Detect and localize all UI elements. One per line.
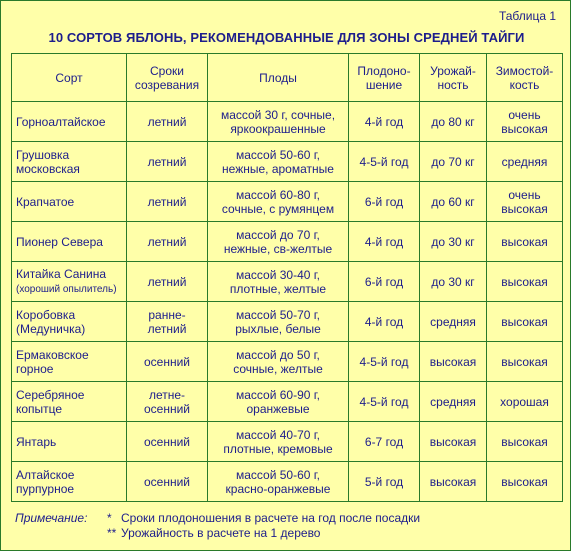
header-hardiness: Зимостой- кость — [487, 54, 563, 102]
cell-bearing: 4-5-й год — [349, 382, 420, 422]
cell-yield: до 70 кг — [420, 142, 487, 182]
header-fruits: Плоды — [208, 54, 349, 102]
cell-yield: средняя — [420, 302, 487, 342]
cell-ripening: осенний — [127, 462, 208, 502]
cell-yield: высокая — [420, 342, 487, 382]
table-row — [12, 382, 563, 422]
table-row — [12, 262, 563, 302]
cell-variety: Горноалтайское — [12, 102, 127, 142]
cell-fruits: массой 60-80 г, сочные, с румянцем — [208, 182, 349, 222]
cell-hardiness: высокая — [487, 422, 563, 462]
cell-hardiness: высокая — [487, 222, 563, 262]
cell-bearing: 6-й год — [349, 262, 420, 302]
cell-ripening: летний — [127, 262, 208, 302]
cell-fruits: массой до 70 г, нежные, св-желтые — [208, 222, 349, 262]
cell-variety: Серебряное копытце — [12, 382, 127, 422]
cell-yield: до 60 кг — [420, 182, 487, 222]
variety-note: (хороший опылитель) — [16, 283, 117, 295]
footnote-line — [15, 526, 420, 541]
cell-ripening: летний — [127, 102, 208, 142]
cell-hardiness: средняя — [487, 142, 563, 182]
cell-variety: Ермаковское горное — [12, 342, 127, 382]
cell-hardiness: очень высокая — [487, 182, 563, 222]
cell-ripening: летний — [127, 142, 208, 182]
table-row — [12, 302, 563, 342]
table-row — [12, 462, 563, 502]
footnote-text: Сроки плодоношения в расчете на год после посадки — [121, 511, 421, 525]
cell-variety: Янтарь — [12, 422, 127, 462]
apple-varieties-table — [11, 53, 563, 502]
cell-variety: Грушовка московская — [12, 142, 127, 182]
cell-bearing: 4-й год — [349, 302, 420, 342]
cell-variety: Китайка Санина (хороший опылитель) — [12, 262, 127, 302]
cell-variety: Пионер Севера — [12, 222, 127, 262]
cell-yield: высокая — [420, 422, 487, 462]
cell-variety: Коробовка (Медуничка) — [12, 302, 127, 342]
cell-yield: до 30 кг — [420, 262, 487, 302]
table-row — [12, 142, 563, 182]
table-title: 10 СОРТОВ ЯБЛОНЬ, РЕКОМЕНДОВАННЫЕ ДЛЯ ЗОНЫ СРЕДНЕЙ ТАЙГИ — [48, 30, 525, 45]
cell-bearing: 6-й год — [349, 182, 420, 222]
cell-variety: Крапчатое — [12, 182, 127, 222]
cell-ripening: летний — [127, 222, 208, 262]
header-bearing: Плодоно- шение — [349, 54, 420, 102]
cell-hardiness: высокая — [487, 342, 563, 382]
header-ripening: Сроки созревания — [127, 54, 208, 102]
footnote-text: Урожайность в расчете на 1 дерево — [121, 526, 321, 540]
cell-bearing: 4-5-й год — [349, 342, 420, 382]
footnote-label: Примечание: — [15, 511, 88, 525]
footnote-line — [15, 511, 420, 526]
footnote-mark: ** — [107, 526, 117, 540]
cell-fruits: массой 50-60 г, нежные, ароматные — [208, 142, 349, 182]
cell-ripening: ранне- летний — [127, 302, 208, 342]
cell-hardiness: высокая — [487, 462, 563, 502]
header-variety: Сорт — [12, 54, 127, 102]
cell-fruits: массой до 50 г, сочные, желтые — [208, 342, 349, 382]
footnote-mark: * — [107, 511, 112, 525]
cell-fruits: массой 50-70 г, рыхлые, белые — [208, 302, 349, 342]
cell-yield: до 80 кг — [420, 102, 487, 142]
header-yield: Урожай- ность — [420, 54, 487, 102]
cell-yield: средняя — [420, 382, 487, 422]
table-header-row — [12, 54, 563, 102]
cell-yield: до 30 кг — [420, 222, 487, 262]
cell-ripening: осенний — [127, 342, 208, 382]
cell-bearing: 5-й год — [349, 462, 420, 502]
table-row — [12, 182, 563, 222]
cell-yield: высокая — [420, 462, 487, 502]
cell-bearing: 4-й год — [349, 102, 420, 142]
cell-fruits: массой 30-40 г, плотные, желтые — [208, 262, 349, 302]
cell-hardiness: высокая — [487, 262, 563, 302]
cell-fruits: массой 60-90 г, оранжевые — [208, 382, 349, 422]
table-row — [12, 222, 563, 262]
table-row — [12, 102, 563, 142]
cell-ripening: осенний — [127, 422, 208, 462]
table-row — [12, 342, 563, 382]
cell-hardiness: очень высокая — [487, 102, 563, 142]
cell-bearing: 4-й год — [349, 222, 420, 262]
table-number: Таблица 1 — [498, 9, 556, 23]
cell-hardiness: хорошая — [487, 382, 563, 422]
cell-fruits: массой 30 г, сочные, яркоокрашенные — [208, 102, 349, 142]
cell-fruits: массой 40-70 г, плотные, кремовые — [208, 422, 349, 462]
cell-hardiness: высокая — [487, 302, 563, 342]
footnote — [15, 511, 420, 541]
cell-ripening: летне- осенний — [127, 382, 208, 422]
cell-variety: Алтайское пурпурное — [12, 462, 127, 502]
cell-fruits: массой 50-60 г, красно-оранжевые — [208, 462, 349, 502]
cell-bearing: 6-7 год — [349, 422, 420, 462]
cell-ripening: летний — [127, 182, 208, 222]
cell-bearing: 4-5-й год — [349, 142, 420, 182]
table-row — [12, 422, 563, 462]
